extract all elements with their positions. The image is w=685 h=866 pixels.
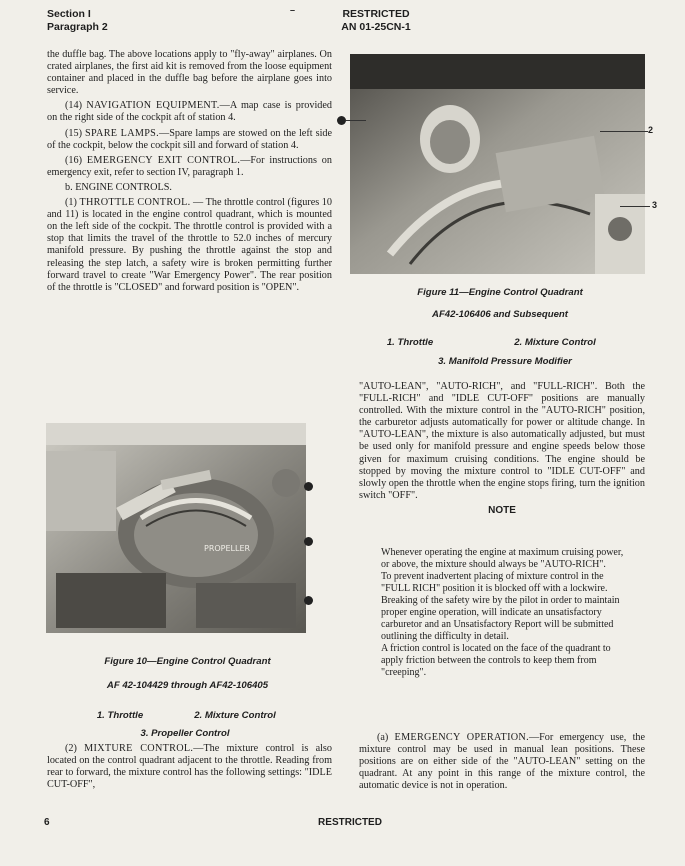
subheading-engine-controls: b. ENGINE CONTROLS. xyxy=(65,181,172,193)
paragraph-heading: EMERGENCY EXIT CONTROL. xyxy=(86,154,241,166)
callout-leader-3 xyxy=(620,206,650,207)
paragraph-throttle-control xyxy=(47,197,332,294)
figure-11-item-1: 1. Throttle xyxy=(386,337,434,348)
paragraph-heading: EMERGENCY OPERATION. xyxy=(394,732,529,743)
engine-quadrant-photo xyxy=(350,54,645,274)
header-section: Section I xyxy=(47,8,91,20)
paragraph-heading: SPARE LAMPS. xyxy=(85,127,159,139)
paragraph-duffle-bag: the duffle bag. The above locations apply to "fly-away" airplanes. On crated airplanes, the first aid kit is removed from the loose equipment container and placed in the duffle bag before the airplane goes into service. xyxy=(47,49,332,97)
figure-11-item-3: 3. Manifold Pressure Modifier xyxy=(438,356,572,367)
paragraph-number: (a) xyxy=(377,732,389,743)
paragraph-heading: NAVIGATION EQUIPMENT. xyxy=(86,100,220,112)
paragraph-emergency-exit xyxy=(47,155,332,179)
paragraph-spare-lamps xyxy=(47,128,332,152)
note-heading: NOTE xyxy=(488,504,516,516)
paragraph-number: (14) xyxy=(65,100,82,112)
figure-11-title: Figure 11—Engine Control Quadrant xyxy=(417,287,583,298)
figure-11-item-2: 2. Mixture Control xyxy=(514,337,596,348)
paragraph-body: —A map case is provided on the right side of the cockpit aft of station 4. xyxy=(47,100,333,124)
callout-dot-3 xyxy=(304,596,313,605)
paragraph-number: (15) xyxy=(65,127,82,139)
engine-quadrant-photo xyxy=(46,423,306,633)
header-classification: RESTRICTED xyxy=(342,8,410,20)
left-column xyxy=(47,49,332,297)
page-number: 6 xyxy=(44,817,50,828)
figure-11-photo xyxy=(350,54,645,274)
figure-10-title: Figure 10—Engine Control Quadrant xyxy=(104,656,271,667)
note-item: To prevent inadvertent placing of mixture control in the "FULL RICH" position it is blocked off with a lockwire. xyxy=(381,571,608,594)
paragraph-body: —For emergency use, the mixture control may be used in manual lean positions. These positions are on either side of the "AUTO-LEAN" setting on the quadrant. At any point in this range of the mixture control, the automatic device is not in operation. xyxy=(359,732,646,792)
callout-label-3: 3 xyxy=(652,200,658,210)
paragraph-heading: THROTTLE CONTROL. xyxy=(79,197,191,209)
callout-leader-1 xyxy=(346,120,366,121)
right-column-lower xyxy=(359,732,645,795)
header-dash: – xyxy=(290,5,296,15)
note-item: Whenever operating the engine at maximum cruising power, or above, the mixture should always be "AUTO-RICH". xyxy=(381,547,624,570)
right-column xyxy=(359,381,645,519)
paragraph-number: (2) xyxy=(65,743,77,754)
paragraph-body: — The throttle control (figures 10 and 11) is located in the engine control quadrant, which is mounted on the left side of the cockpit. The throttle control is provided with a stop that limits the travel of the throttle to 52.0 inches of mercury manifold pressure. By pushing the throttle against the stop and releasing the step latch, a safety wire is broken permitting further forward travel to create "War Emergency Power". The rear position of the throttle is "CLOSED" and forward position is "OPEN". xyxy=(47,197,332,293)
paragraph-body: —For instructions on emergency exit, refer to section IV, paragraph 1. xyxy=(47,154,332,178)
paragraph-navigation-equipment xyxy=(47,100,332,124)
callout-label-2: 2 xyxy=(648,125,654,135)
paragraph-body: —The mixture control is also located on the control quadrant adjacent to the throttle. Reading from rear to forward, the mixture control has the following settings: "IDLE CUT-OFF", xyxy=(47,743,332,791)
figure-10-item-1: 1. Throttle xyxy=(96,710,144,721)
callout-leader-2 xyxy=(600,131,648,132)
paragraph-emergency-operation xyxy=(359,732,645,792)
callout-dot-1 xyxy=(304,482,313,491)
figure-10-photo xyxy=(46,423,306,633)
figure-10-item-3: 3. Propeller Control xyxy=(140,728,230,739)
note-block xyxy=(381,547,627,679)
note-item: Breaking of the safety wire by the pilot in order to maintain proper engine operation, will indicate an unsatisfactory carburetor and an Unsatisfactory Report will be submitted outlining the difficulty in detail. xyxy=(381,595,620,642)
paragraph-mixture-control xyxy=(47,743,332,791)
paragraph-heading: MIXTURE CONTROL. xyxy=(84,743,194,754)
figure-10-item-2: 2. Mixture Control xyxy=(194,710,276,721)
note-item: A friction control is located on the face of the quadrant to apply friction between the controls to keep them from "creeping". xyxy=(381,643,611,678)
figure-10-subtitle: AF 42-104429 through AF42-106405 xyxy=(106,680,269,691)
header-paragraph: Paragraph 2 xyxy=(47,21,108,33)
callout-dot-2 xyxy=(304,537,313,546)
callout-dot-1 xyxy=(337,116,346,125)
paragraph-number: (1) xyxy=(65,197,77,209)
paragraph-body: —Spare lamps are stowed on the left side of the cockpit, below the cockpit sill and forward of station 4. xyxy=(47,127,333,151)
left-column-lower xyxy=(47,743,332,794)
header-document-number: AN 01-25CN-1 xyxy=(341,21,411,33)
paragraph-number: (16) xyxy=(65,154,82,166)
photo-label-propeller: PROPELLER xyxy=(204,544,251,553)
paragraph-mixture-settings: "AUTO-LEAN", "AUTO-RICH", and "FULL-RICH". Both the "FULL-RICH" and "IDLE CUT-OFF" positions are manually controlled. With the mixture control in the "AUTO-RICH" position, the carburetor adjusts automatically for power or altitude change. In "AUTO-LEAN", the mixture is also automatically adjusted, but must be used only for manifold pressure and engine speeds below those given for maximum cruising conditions. The engine should be stopped by moving the mixture control to "IDLE CUT-OFF" and slowly open the throttle when the engine stops firing, turn the ignition switch "OFF". xyxy=(359,381,645,501)
figure-11-subtitle: AF42-106406 and Subsequent xyxy=(432,309,568,320)
footer-classification: RESTRICTED xyxy=(318,817,382,828)
